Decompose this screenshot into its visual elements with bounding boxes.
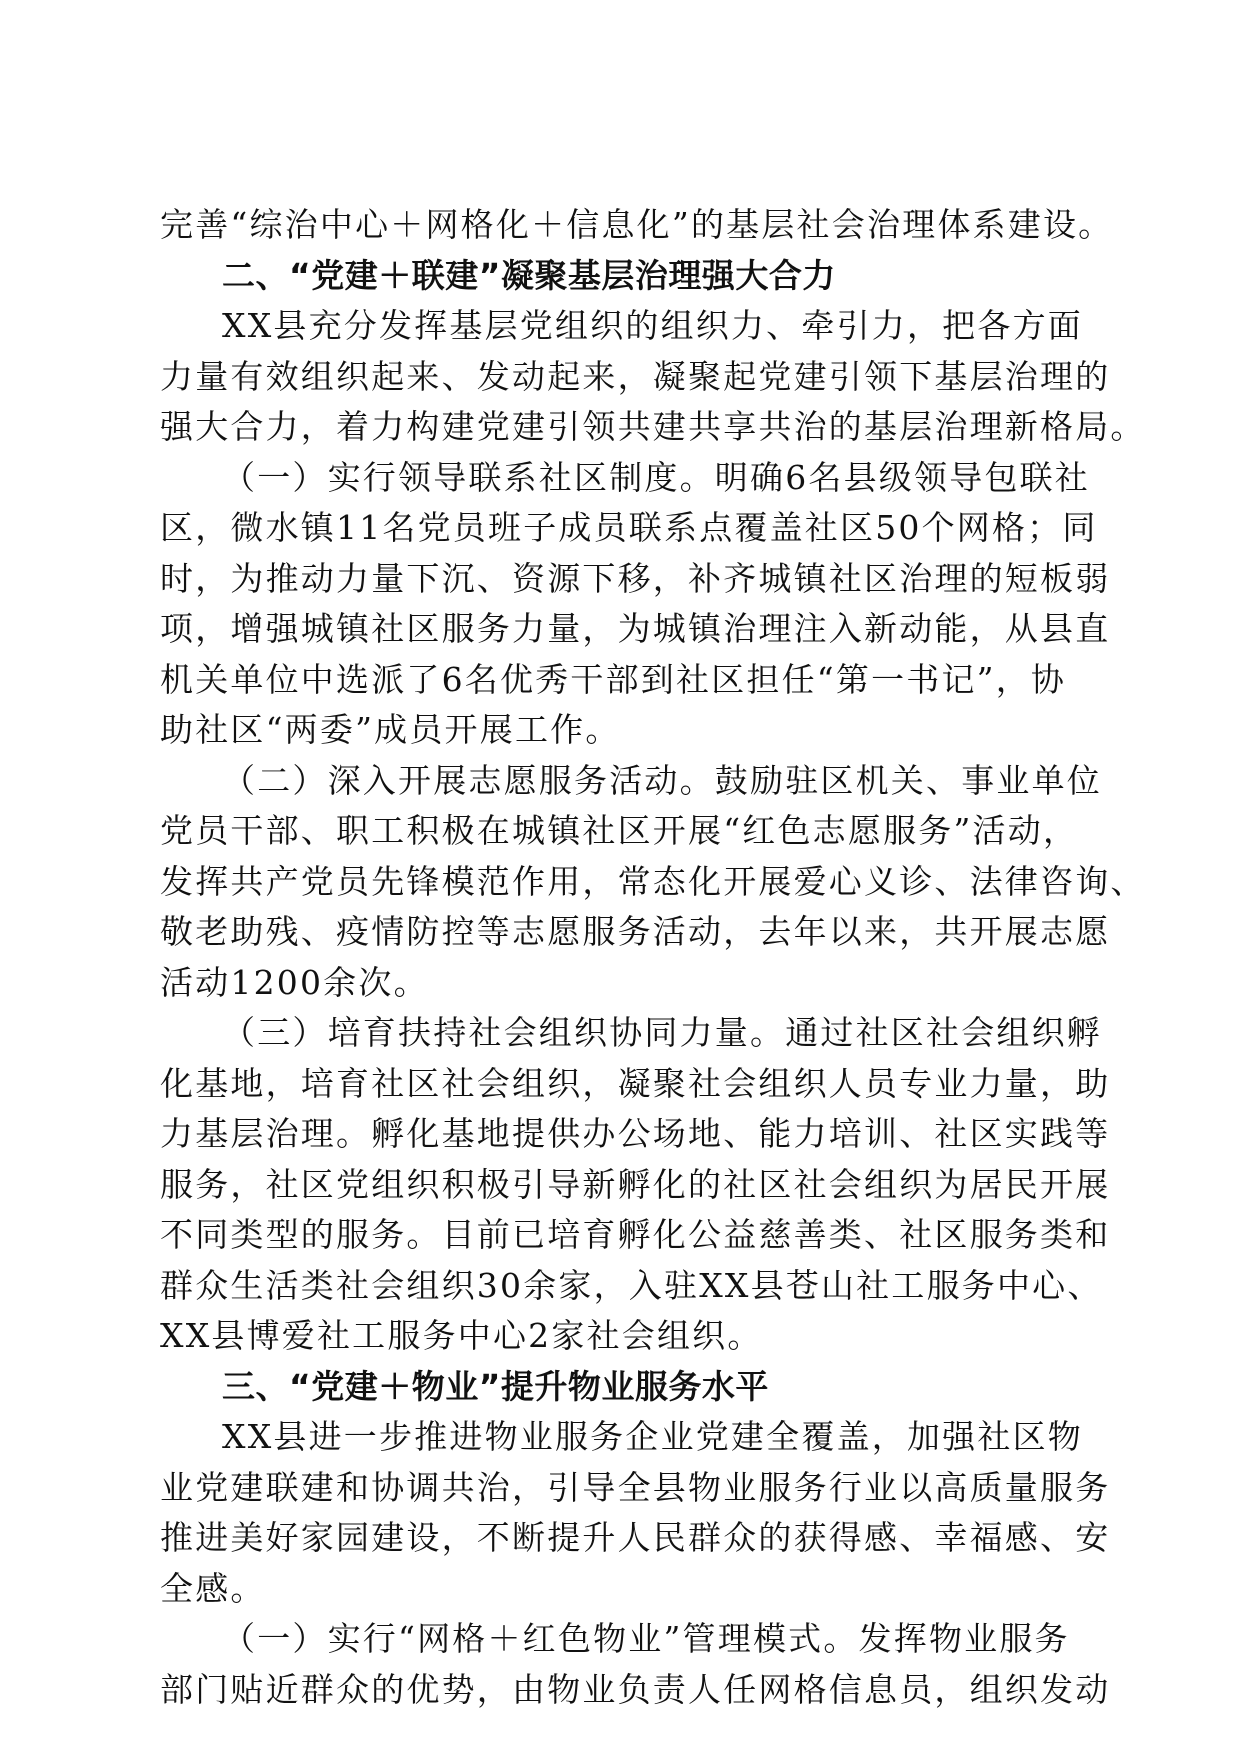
paragraph-line: 推进美好家园建设，不断提升人民群众的获得感、幸福感、安 bbox=[160, 1518, 1111, 1557]
paragraph-line: 助社区“两委”成员开展工作。 bbox=[160, 710, 621, 749]
paragraph-line: 党员干部、职工积极在城镇社区开展“红色志愿服务”活动， bbox=[160, 811, 1079, 850]
paragraph-line: 时，为推动力量下沉、资源下移，补齐城镇社区治理的短板弱 bbox=[160, 558, 1111, 598]
paragraph-line: 业党建联建和协调共治，引导全县物业服务行业以高质量服务 bbox=[160, 1467, 1111, 1507]
section-heading: 三、“党建＋物业”提升物业服务水平 bbox=[222, 1366, 769, 1406]
paragraph-line: 活动1200余次。 bbox=[160, 962, 429, 1002]
paragraph-line: 不同类型的服务。目前已培育孵化公益慈善类、社区服务类和 bbox=[160, 1215, 1111, 1254]
paragraph-line: 化基地，培育社区社会组织，凝聚社会组织人员专业力量，助 bbox=[160, 1063, 1111, 1103]
paragraph-line: XX县博爱社工服务中心2家社会组织。 bbox=[160, 1316, 763, 1355]
paragraph-line: （二）深入开展志愿服务活动。鼓励驻区机关、事业单位 bbox=[222, 760, 1102, 800]
paragraph-line: 项，增强城镇社区服务力量，为城镇治理注入新动能，从县直 bbox=[160, 609, 1111, 648]
paragraph-line: 敬老助残、疫情防控等志愿服务活动，去年以来，共开展志愿 bbox=[160, 912, 1111, 951]
paragraph-line: 部门贴近群众的优势，由物业负责人任网格信息员，组织发动 bbox=[160, 1669, 1111, 1709]
paragraph-line: 区，微水镇11名党员班子成员联系点覆盖社区50个网格；同 bbox=[160, 508, 1098, 547]
paragraph-line: （一）实行“网格＋红色物业”管理模式。发挥物业服务 bbox=[222, 1619, 1070, 1658]
section-heading: 二、“党建＋联建”凝聚基层治理强大合力 bbox=[222, 255, 836, 295]
paragraph-line: 全感。 bbox=[160, 1568, 266, 1608]
paragraph-line: XX县进一步推进物业服务企业党建全覆盖，加强社区物 bbox=[222, 1417, 1083, 1456]
paragraph-line: 强大合力，着力构建党建引领共建共享共治的基层治理新格局。 bbox=[160, 407, 1146, 446]
paragraph-line: 发挥共产党员先锋模范作用，常态化开展爱心义诊、法律咨询、 bbox=[160, 861, 1146, 901]
paragraph-line: 完善“综治中心＋网格化＋信息化”的基层社会治理体系建设。 bbox=[160, 205, 1114, 244]
paragraph-line: （三）培育扶持社会组织协同力量。通过社区社会组织孵 bbox=[222, 1013, 1102, 1052]
paragraph-line: XX县充分发挥基层党组织的组织力、牵引力，把各方面 bbox=[222, 306, 1083, 345]
paragraph-line: 机关单位中选派了6名优秀干部到社区担任“第一书记”，协 bbox=[160, 659, 1067, 699]
paragraph-line: 力量有效组织起来、发动起来，凝聚起党建引领下基层治理的 bbox=[160, 356, 1111, 396]
paragraph-line: （一）实行领导联系社区制度。明确6名县级领导包联社 bbox=[222, 457, 1090, 497]
paragraph-line: 力基层治理。孵化基地提供办公场地、能力培训、社区实践等 bbox=[160, 1114, 1111, 1153]
document-page bbox=[160, 200, 1146, 1715]
paragraph-line: 群众生活类社会组织30余家，入驻XX县苍山社工服务中心、 bbox=[160, 1265, 1103, 1305]
paragraph-line: 服务，社区党组织积极引导新孵化的社区社会组织为居民开展 bbox=[160, 1164, 1111, 1204]
